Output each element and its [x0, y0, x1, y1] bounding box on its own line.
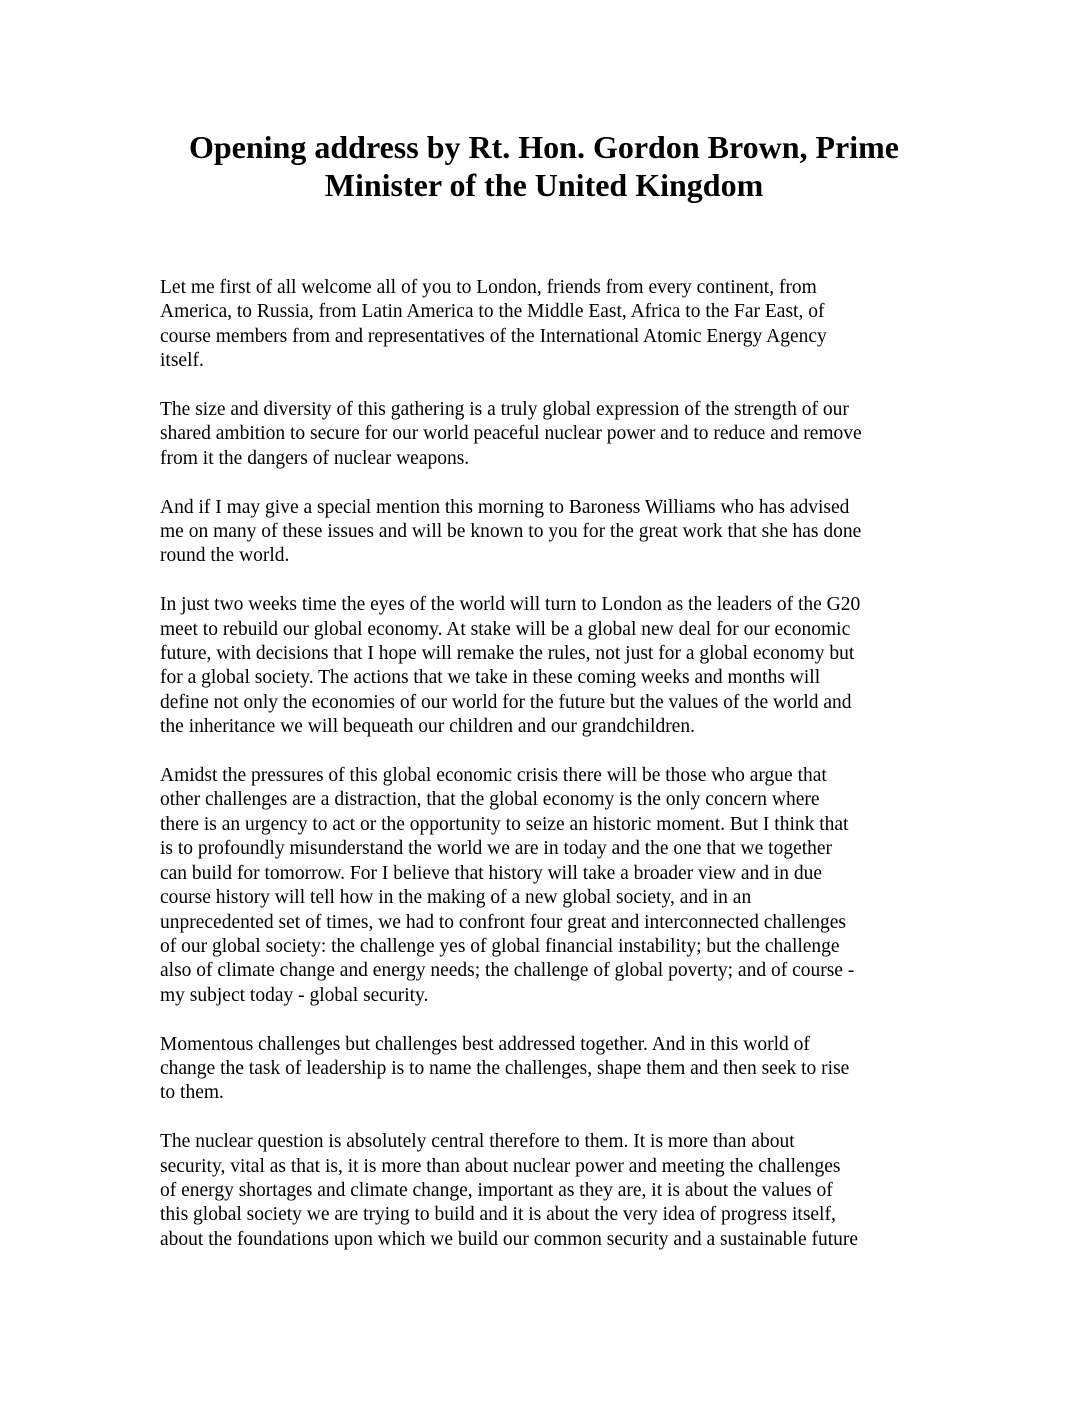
text-line: me on many of these issues and will be known to you for the great work that she has done — [160, 521, 862, 543]
paragraph-6 — [160, 1033, 932, 1106]
paragraph-7 — [160, 1130, 932, 1252]
text-line: change the task of leadership is to name the challenges, shape them and then seek to rise — [160, 1057, 850, 1079]
text-line: unprecedented set of times, we had to confront four great and interconnected challenges — [160, 911, 847, 933]
text-line: from it the dangers of nuclear weapons. — [160, 447, 470, 469]
text-line: meet to rebuild our global economy. At stake will be a global new deal for our economic — [160, 618, 851, 640]
text-line: itself. — [160, 350, 204, 372]
paragraph-4 — [160, 593, 932, 739]
text-line: the inheritance we will bequeath our children and our grandchildren. — [160, 716, 695, 738]
text-line: other challenges are a distraction, that the global economy is the only concern where — [160, 789, 820, 811]
text-line: America, to Russia, from Latin America to the Middle East, Africa to the Far East, of — [160, 301, 825, 323]
text-line: Momentous challenges but challenges best addressed together. And in this world of — [160, 1033, 810, 1055]
paragraph-2 — [160, 398, 932, 471]
text-line: of our global society: the challenge yes of global financial instability; but the challenge — [160, 935, 840, 957]
text-line: is to profoundly misunderstand the world we are in today and the one that we together — [160, 838, 833, 860]
text-line: also of climate change and energy needs; the challenge of global poverty; and of course - — [160, 960, 855, 982]
text-line: to them. — [160, 1082, 224, 1104]
text-line: my subject today - global security. — [160, 984, 429, 1006]
text-line: course history will tell how in the making of a new global society, and in an — [160, 887, 752, 909]
paragraph-3 — [160, 496, 932, 569]
text-line: define not only the economies of our world for the future but the values of the world and — [160, 691, 852, 713]
text-line: round the world. — [160, 545, 290, 567]
paragraph-5 — [160, 764, 932, 1008]
text-line: course members from and representatives of the International Atomic Energy Agency — [160, 325, 827, 347]
document-body — [160, 276, 932, 1252]
text-line: about the foundations upon which we build our common security and a sustainable future — [160, 1228, 859, 1250]
paragraph-1 — [160, 276, 932, 374]
text-line: In just two weeks time the eyes of the world will turn to London as the leaders of the G20 — [160, 594, 861, 616]
text-line: security, vital as that is, it is more than about nuclear power and meeting the challenges — [160, 1155, 841, 1177]
title-line: Opening address by Rt. Hon. Gordon Brown, Prime — [188, 129, 899, 165]
document-title — [150, 128, 938, 204]
text-line: The nuclear question is absolutely central therefore to them. It is more than about — [160, 1131, 795, 1153]
text-line: shared ambition to secure for our world peaceful nuclear power and to reduce and remove — [160, 423, 862, 445]
text-line: for a global society. The actions that we take in these coming weeks and months will — [160, 667, 821, 689]
title-line: Minister of the United Kingdom — [324, 167, 764, 203]
text-line: The size and diversity of this gathering is a truly global expression of the strength of our — [160, 399, 849, 421]
text-line: Amidst the pressures of this global economic crisis there will be those who argue that — [160, 765, 827, 787]
text-line: this global society we are trying to build and it is about the very idea of progress itself, — [160, 1204, 836, 1226]
text-line: And if I may give a special mention this morning to Baroness Williams who has advised — [160, 496, 850, 518]
text-line: future, with decisions that I hope will remake the rules, not just for a global economy but — [160, 643, 855, 665]
text-line: can build for tomorrow. For I believe that history will take a broader view and in due — [160, 862, 823, 884]
text-line: there is an urgency to act or the opportunity to seize an historic moment. But I think that — [160, 813, 849, 835]
text-line: Let me first of all welcome all of you to London, friends from every continent, from — [160, 277, 817, 298]
text-line: of energy shortages and climate change, important as they are, it is about the values of — [160, 1179, 833, 1201]
